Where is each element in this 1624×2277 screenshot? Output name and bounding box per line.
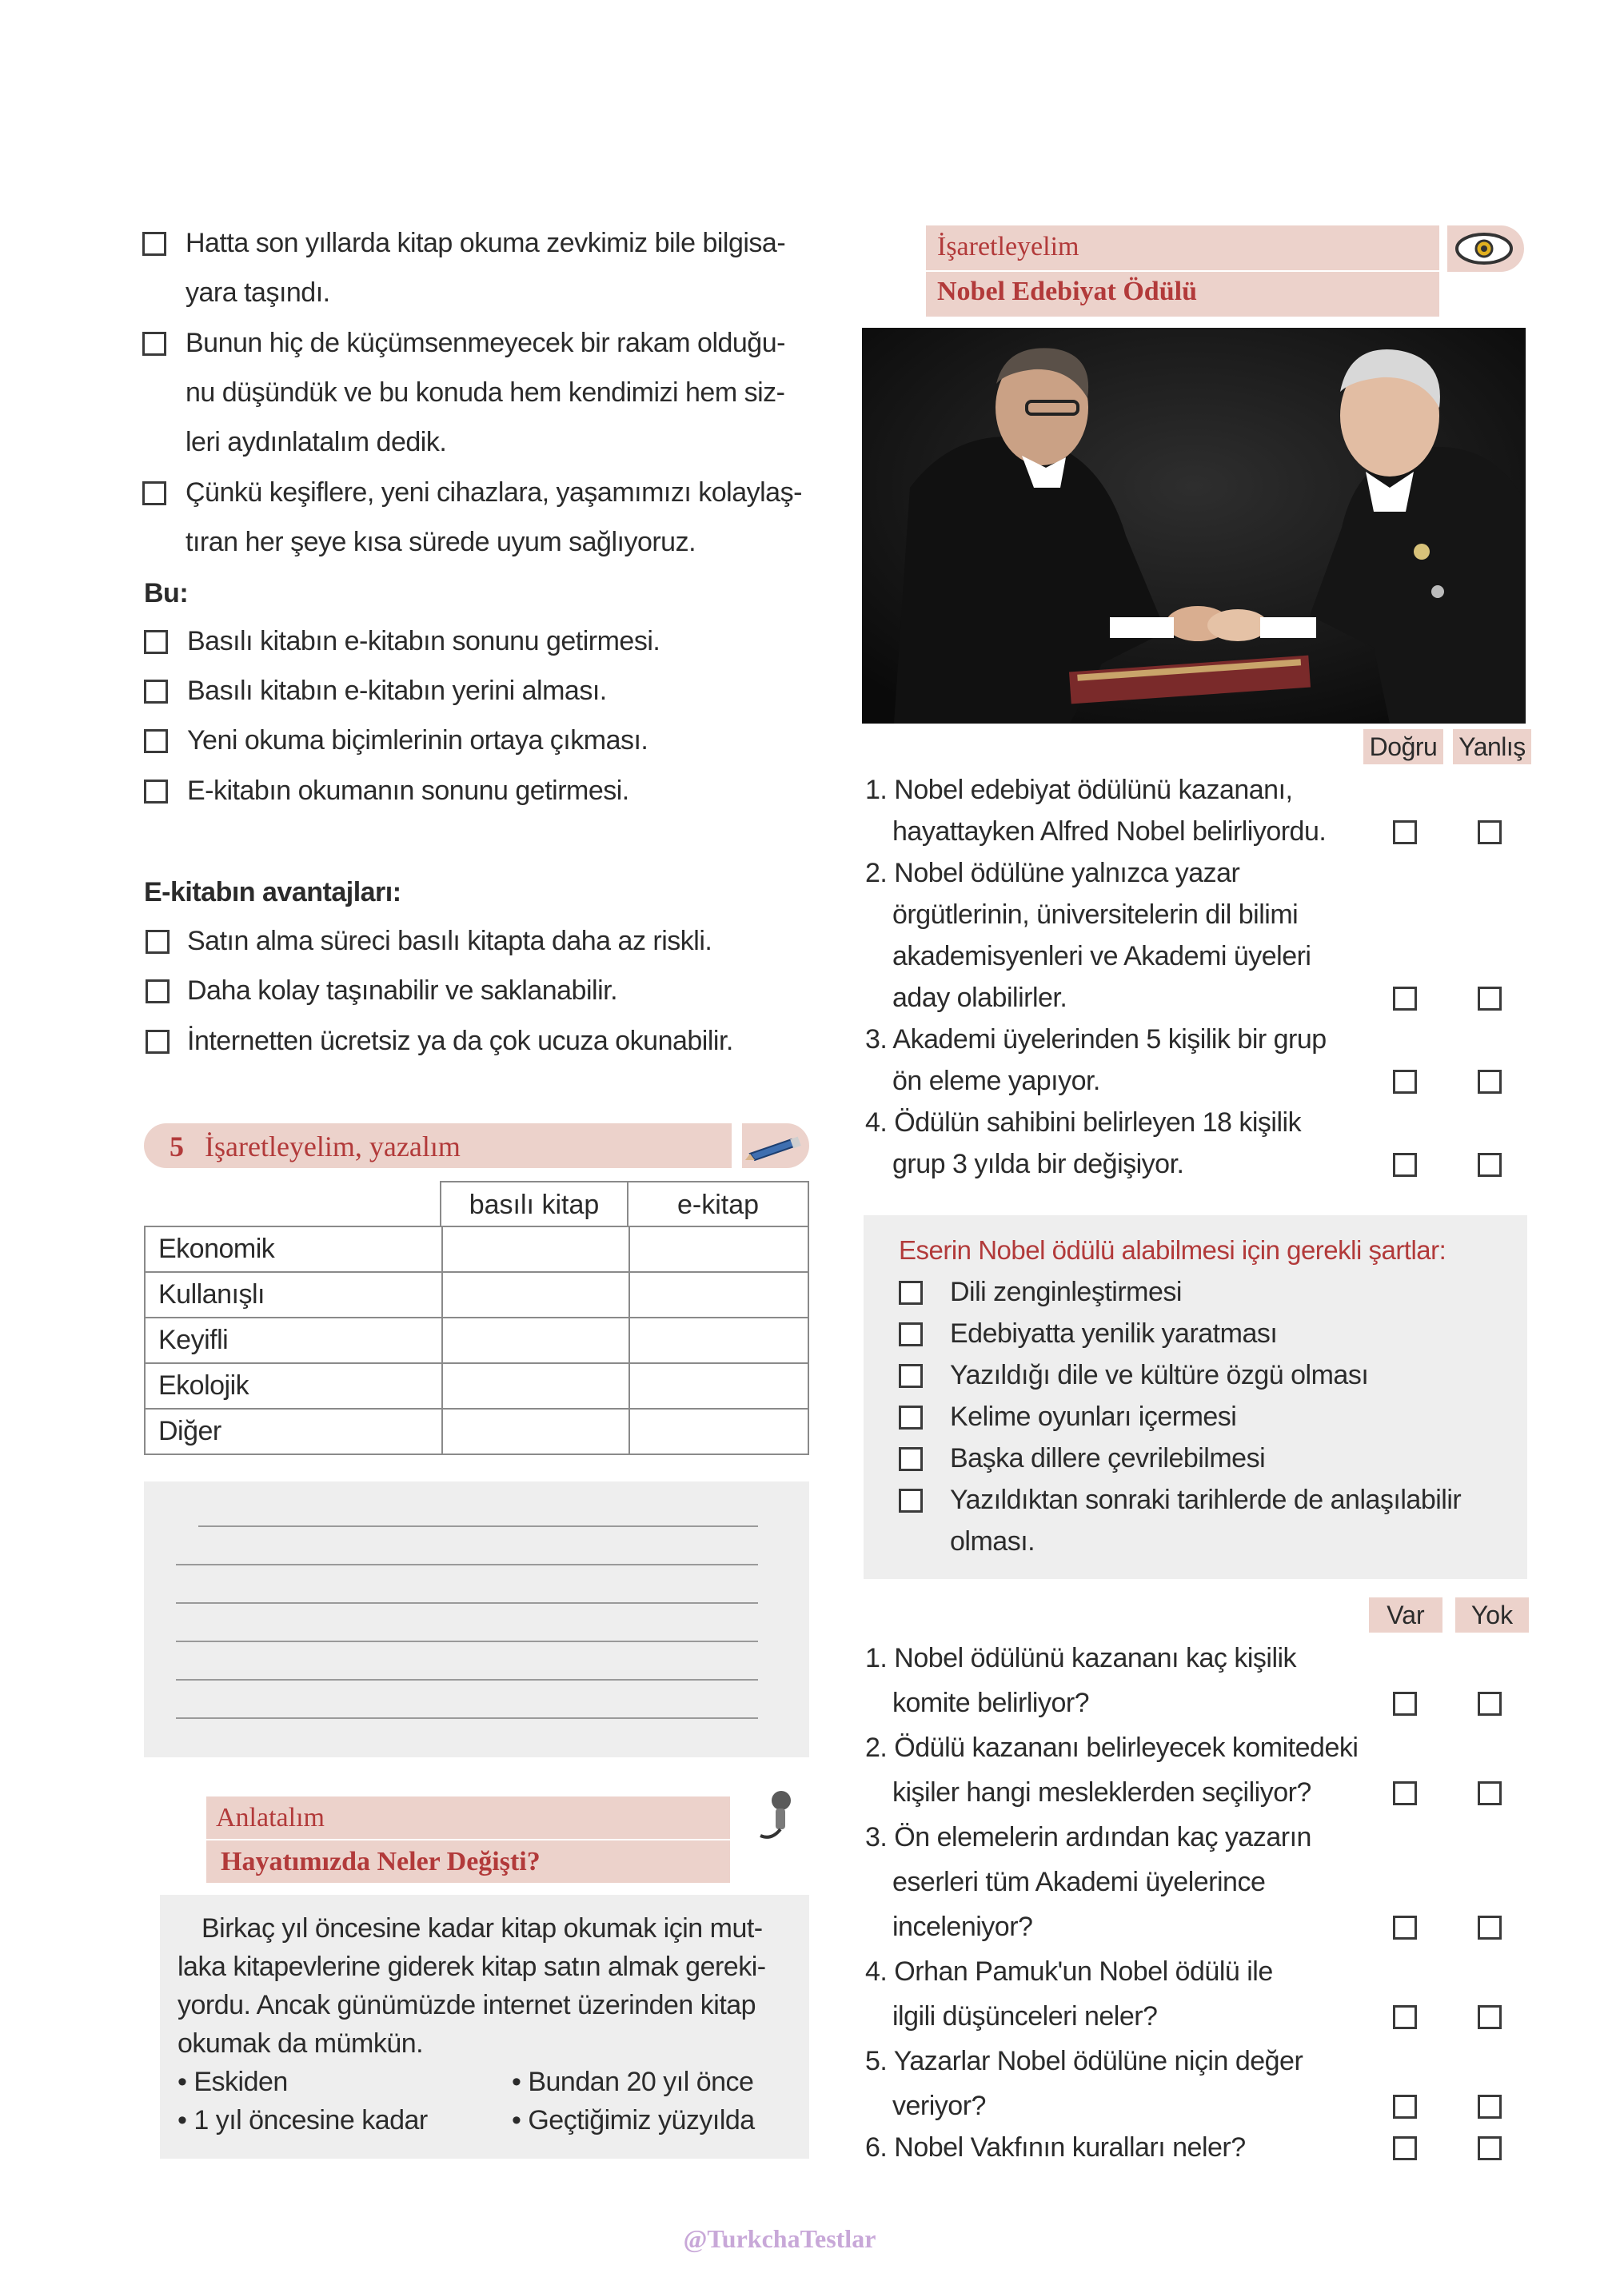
vy-item-line: 5. Yazarlar Nobel ödülüne niçin değer <box>865 2046 1303 2076</box>
vy-header-yes: Var <box>1369 1597 1442 1633</box>
option-line: tıran her şeye kısa sürede uyum sağlıyoruz. <box>186 527 696 557</box>
tf-false-checkbox[interactable] <box>1478 820 1502 844</box>
tf-false-checkbox[interactable] <box>1478 1070 1502 1094</box>
tf-true-checkbox[interactable] <box>1393 1070 1417 1094</box>
table-row <box>145 1272 808 1318</box>
bu-label: Bu: <box>144 578 189 608</box>
tf-item-line: ön eleme yapıyor. <box>892 1066 1100 1096</box>
paragraph-line: Birkaç yıl öncesine kadar kitap okumak için mut- <box>202 1913 763 1944</box>
writing-line <box>176 1564 758 1565</box>
condition-checkbox[interactable] <box>899 1406 923 1430</box>
vy-item-line: eserleri tüm Akademi üyelerince <box>892 1867 1266 1897</box>
option-line: Bunun hiç de küçümsenmeyecek bir rakam olduğu- <box>186 328 785 358</box>
condition-item: olması. <box>950 1526 1035 1557</box>
advantage-item: Satın alma süreci basılı kitapta daha az riskli. <box>187 926 712 956</box>
bu-option: Basılı kitabın e-kitabın yerini alması. <box>187 676 607 706</box>
vy-no-checkbox[interactable] <box>1478 1916 1502 1940</box>
option-line: leri aydınlatalım dedik. <box>186 427 447 457</box>
table-row <box>145 1226 808 1272</box>
advantages-title: E-kitabın avantajları: <box>144 877 401 907</box>
award-photo <box>862 328 1526 724</box>
watermark: @TurkchaTestlar <box>683 2224 876 2253</box>
pencil-icon <box>742 1123 809 1168</box>
vy-no-checkbox[interactable] <box>1478 2136 1502 2160</box>
advantage-checkbox[interactable] <box>146 979 170 1003</box>
vy-no-checkbox[interactable] <box>1478 1781 1502 1805</box>
table-cell[interactable] <box>442 1318 629 1363</box>
advantage-item: İnternetten ücretsiz ya da çok ucuza okunabilir. <box>187 1026 733 1056</box>
vy-item-line: ilgili düşünceleri neler? <box>892 2001 1158 2032</box>
bullet-item: • Geçtiğimiz yüzyılda <box>512 2105 755 2135</box>
tf-item-line: aday olabilirler. <box>892 983 1067 1013</box>
conditions-title: Eserin Nobel ödülü alabilmesi için gerekli şartlar: <box>899 1235 1446 1265</box>
vy-item-line: 2. Ödülü kazananı belirleyecek komitedeki <box>865 1733 1359 1763</box>
tf-false-checkbox[interactable] <box>1478 1153 1502 1177</box>
tf-item-line: hayattayken Alfred Nobel belirliyordu. <box>892 816 1327 847</box>
anlatalim-title: Hayatımızda Neler Değişti? <box>221 1847 541 1876</box>
vy-item-line: kişiler hangi mesleklerden seçiliyor? <box>892 1777 1311 1808</box>
condition-item: Kelime oyunları içermesi <box>950 1402 1237 1432</box>
option-line: Çünkü keşiflere, yeni cihazlara, yaşamımızı kolaylaş- <box>186 477 802 508</box>
nobel-header-label: İşaretleyelim <box>937 232 1079 261</box>
vy-yes-checkbox[interactable] <box>1393 2136 1417 2160</box>
tf-item-line: örgütlerinin, üniversitelerin dil bilimi <box>892 899 1299 930</box>
table-cell[interactable] <box>629 1226 808 1272</box>
writing-area[interactable] <box>144 1481 809 1757</box>
table-row-label: Ekonomik <box>145 1226 442 1272</box>
vy-yes-checkbox[interactable] <box>1393 1692 1417 1716</box>
paragraph-line: laka kitapevlerine giderek kitap satın almak gereki- <box>178 1952 766 1982</box>
table-row <box>145 1318 808 1363</box>
table-cell[interactable] <box>629 1363 808 1409</box>
vy-item-line: komite belirliyor? <box>892 1688 1090 1718</box>
bu-checkbox[interactable] <box>144 780 168 804</box>
table-row <box>145 1363 808 1409</box>
vy-item-line: veriyor? <box>892 2091 986 2121</box>
option-line: Hatta son yıllarda kitap okuma zevkimiz bile bilgisa- <box>186 228 786 258</box>
bu-checkbox[interactable] <box>144 729 168 753</box>
advantage-checkbox[interactable] <box>146 1030 170 1054</box>
vy-yes-checkbox[interactable] <box>1393 2095 1417 2119</box>
tf-header-true: Doğru <box>1363 729 1443 764</box>
vy-header-no: Yok <box>1455 1597 1529 1633</box>
conditions-panel <box>864 1215 1527 1579</box>
tf-true-checkbox[interactable] <box>1393 987 1417 1011</box>
section5-title: İşaretleyelim, yazalım <box>205 1131 461 1162</box>
bu-option: Basılı kitabın e-kitabın sonunu getirmesi. <box>187 626 660 656</box>
condition-item: Yazıldıktan sonraki tarihlerde de anlaşılabilir <box>950 1485 1462 1515</box>
writing-line <box>176 1641 758 1642</box>
tf-item-line: 2. Nobel ödülüne yalnızca yazar <box>865 858 1240 888</box>
vy-item-line: 1. Nobel ödülünü kazananı kaç kişilik <box>865 1643 1297 1673</box>
vy-item-line: 3. Ön elemelerin ardından kaç yazarın <box>865 1822 1311 1852</box>
vy-yes-checkbox[interactable] <box>1393 1916 1417 1940</box>
bu-option: E-kitabın okumanın sonunu getirmesi. <box>187 776 629 806</box>
writing-line <box>176 1679 758 1681</box>
paragraph-line: yordu. Ancak günümüzde internet üzerinden kitap <box>178 1990 756 2020</box>
condition-checkbox[interactable] <box>899 1364 923 1388</box>
advantage-checkbox[interactable] <box>146 930 170 954</box>
condition-checkbox[interactable] <box>899 1281 923 1305</box>
condition-item: Yazıldığı dile ve kültüre özgü olması <box>950 1360 1369 1390</box>
tf-item-line: grup 3 yılda bir değişiyor. <box>892 1149 1184 1179</box>
option-checkbox[interactable] <box>142 332 166 356</box>
eye-icon <box>1447 225 1524 272</box>
tf-item-line: 1. Nobel edebiyat ödülünü kazananı, <box>865 775 1293 805</box>
condition-item: Edebiyatta yenilik yaratması <box>950 1318 1278 1349</box>
table-column-header: e-kitap <box>627 1181 809 1227</box>
table-cell[interactable] <box>442 1363 629 1409</box>
vy-yes-checkbox[interactable] <box>1393 2005 1417 2029</box>
tf-item-line: 4. Ödülün sahibini belirleyen 18 kişilik <box>865 1107 1302 1138</box>
vy-yes-checkbox[interactable] <box>1393 1781 1417 1805</box>
condition-item: Dili zenginleştirmesi <box>950 1277 1182 1307</box>
table-column-header: basılı kitap <box>440 1181 628 1227</box>
advantage-item: Daha kolay taşınabilir ve saklanabilir. <box>187 975 618 1006</box>
option-checkbox[interactable] <box>142 232 166 256</box>
table-row-label: Keyifli <box>145 1318 442 1363</box>
vy-item-line: 6. Nobel Vakfının kuralları neler? <box>865 2132 1246 2163</box>
table-row-label: Kullanışlı <box>145 1272 442 1318</box>
table-row-label: Diğer <box>145 1409 442 1454</box>
tf-true-checkbox[interactable] <box>1393 820 1417 844</box>
condition-checkbox[interactable] <box>899 1489 923 1513</box>
table-row-label: Ekolojik <box>145 1363 442 1409</box>
table-cell[interactable] <box>442 1272 629 1318</box>
tf-item-line: 3. Akademi üyelerinden 5 kişilik bir grup <box>865 1024 1327 1055</box>
table-cell[interactable] <box>629 1409 808 1454</box>
bullet-item: • Bundan 20 yıl önce <box>512 2067 754 2097</box>
option-line: yara taşındı. <box>186 277 330 308</box>
section5-number: 5 <box>170 1131 184 1162</box>
nobel-header-title: Nobel Edebiyat Ödülü <box>937 277 1197 306</box>
tf-false-checkbox[interactable] <box>1478 987 1502 1011</box>
option-checkbox[interactable] <box>142 481 166 505</box>
condition-checkbox[interactable] <box>899 1447 923 1471</box>
tf-header-false: Yanlış <box>1453 729 1531 764</box>
vy-no-checkbox[interactable] <box>1478 1692 1502 1716</box>
writing-line <box>176 1602 758 1604</box>
condition-checkbox[interactable] <box>899 1322 923 1346</box>
vy-no-checkbox[interactable] <box>1478 2095 1502 2119</box>
bu-checkbox[interactable] <box>144 630 168 654</box>
table-cell[interactable] <box>442 1226 629 1272</box>
option-line: nu düşündük ve bu konuda hem kendimizi hem siz- <box>186 377 785 408</box>
bu-checkbox[interactable] <box>144 680 168 704</box>
comparison-table <box>144 1226 809 1455</box>
bullet-item: • 1 yıl öncesine kadar <box>178 2105 428 2135</box>
vy-item-line: 4. Orhan Pamuk'un Nobel ödülü ile <box>865 1956 1273 1987</box>
table-cell[interactable] <box>442 1409 629 1454</box>
table-row <box>145 1409 808 1454</box>
vy-item-line: inceleniyor? <box>892 1912 1033 1942</box>
bullet-item: • Eskiden <box>178 2067 288 2097</box>
condition-item: Başka dillere çevrilebilmesi <box>950 1443 1266 1473</box>
tf-item-line: akademisyenleri ve Akademi üyeleri <box>892 941 1311 971</box>
anlatalim-label: Anlatalım <box>216 1803 325 1832</box>
writing-line <box>198 1525 758 1527</box>
bu-option: Yeni okuma biçimlerinin ortaya çıkması. <box>187 725 648 756</box>
microphone-icon <box>740 1788 808 1845</box>
table-cell[interactable] <box>629 1272 808 1318</box>
paragraph-line: okumak da mümkün. <box>178 2028 424 2059</box>
writing-line <box>176 1717 758 1719</box>
table-cell[interactable] <box>629 1318 808 1363</box>
tf-true-checkbox[interactable] <box>1393 1153 1417 1177</box>
vy-no-checkbox[interactable] <box>1478 2005 1502 2029</box>
